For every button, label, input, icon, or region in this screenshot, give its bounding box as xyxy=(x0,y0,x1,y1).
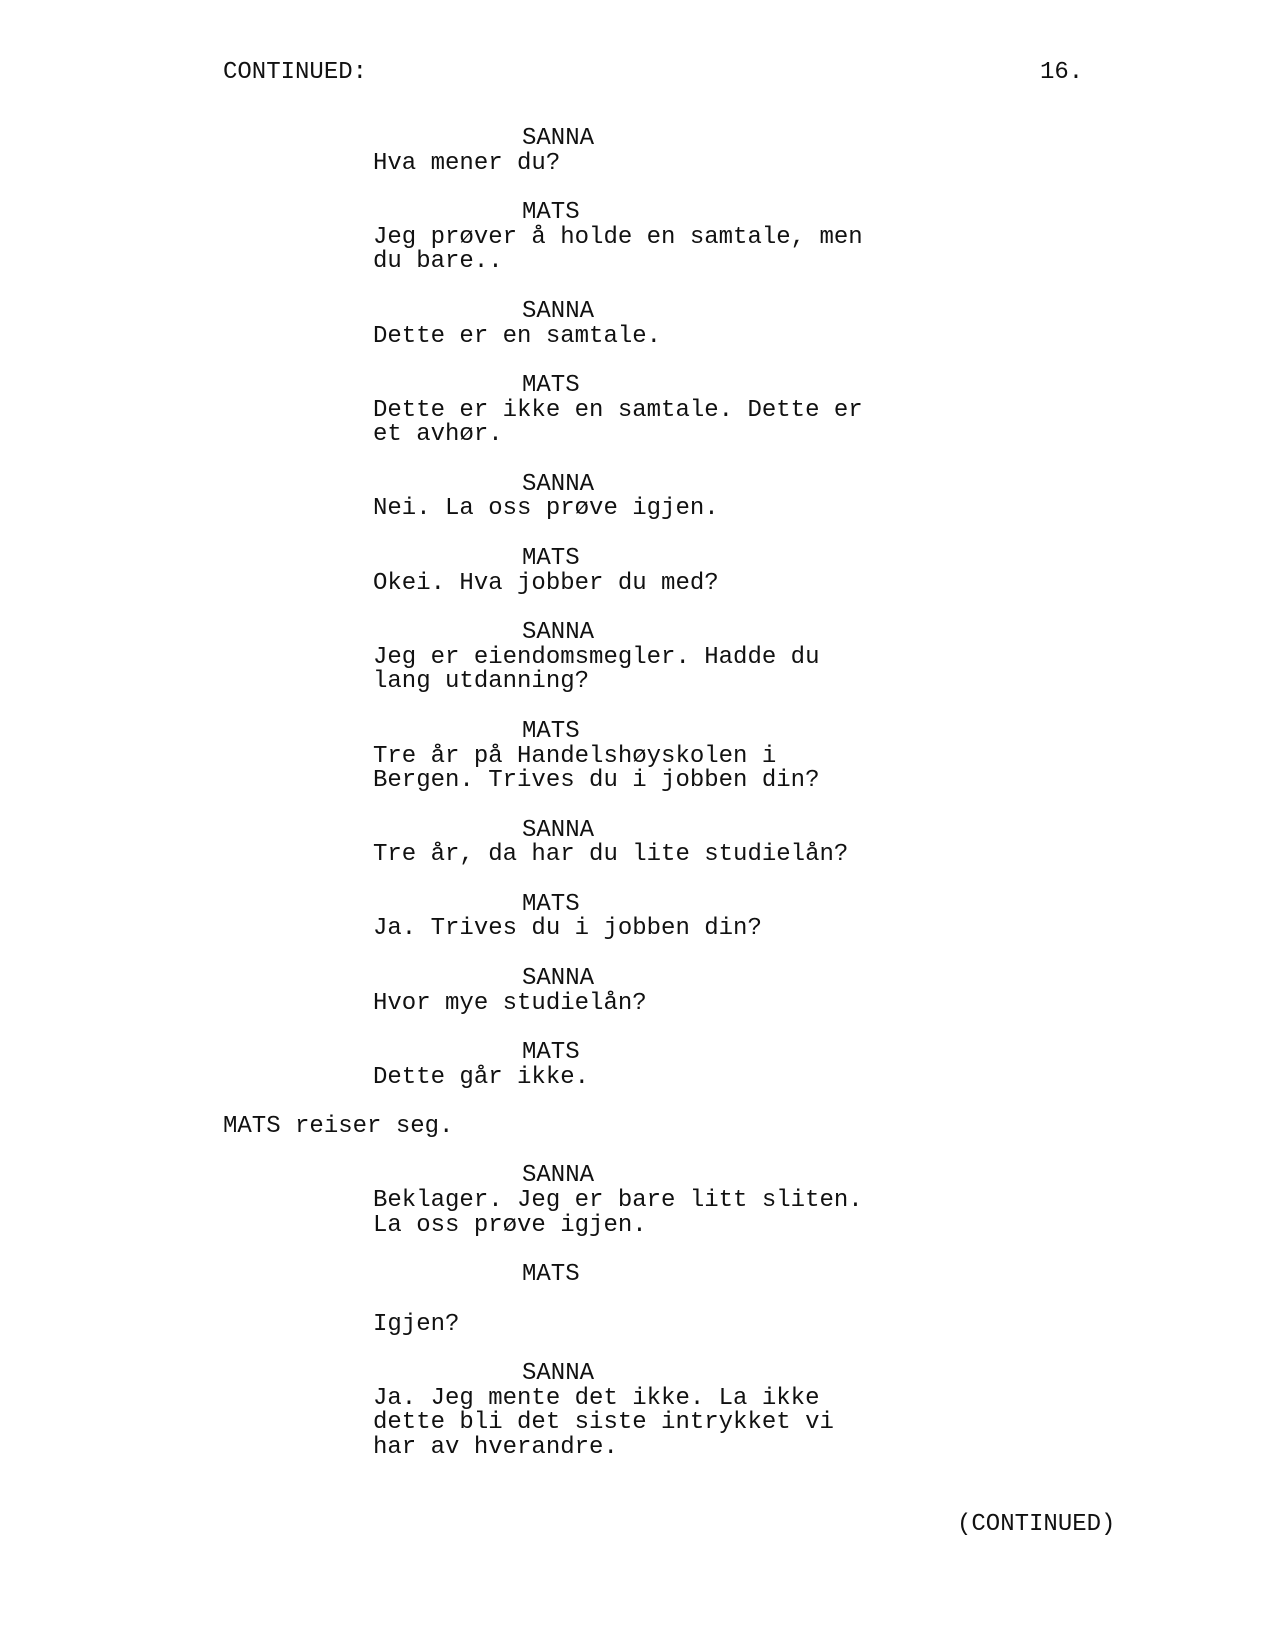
header-continued-label: CONTINUED: xyxy=(223,59,368,86)
dialogue-line: Bergen. Trives du i jobben din? xyxy=(373,767,820,794)
character-cue: MATS xyxy=(522,199,580,226)
dialogue-line: Jeg er eiendomsmegler. Hadde du xyxy=(373,644,820,671)
dialogue-line: har av hverandre. xyxy=(373,1434,618,1461)
dialogue-line: Ja. Trives du i jobben din? xyxy=(373,915,762,942)
dialogue-line: Beklager. Jeg er bare litt sliten. xyxy=(373,1187,863,1214)
dialogue-line: Tre år, da har du lite studielån? xyxy=(373,841,849,868)
dialogue-line: Dette er ikke en samtale. Dette er xyxy=(373,397,863,424)
character-cue: SANNA xyxy=(522,125,595,152)
character-cue: MATS xyxy=(522,545,580,572)
character-cue: MATS xyxy=(522,718,580,745)
character-cue: MATS xyxy=(522,891,580,918)
dialogue-line: Okei. Hva jobber du med? xyxy=(373,570,719,597)
dialogue-line: Ja. Jeg mente det ikke. La ikke xyxy=(373,1385,820,1412)
dialogue-line: Jeg prøver å holde en samtale, men xyxy=(373,224,863,251)
dialogue-line: Tre år på Handelshøyskolen i xyxy=(373,743,777,770)
action-line: MATS reiser seg. xyxy=(223,1113,454,1140)
dialogue-line: Igjen? xyxy=(373,1311,460,1338)
dialogue-line: lang utdanning? xyxy=(373,668,590,695)
dialogue-line: La oss prøve igjen. xyxy=(373,1212,647,1239)
footer-continued-label: (CONTINUED) xyxy=(957,1511,1116,1538)
character-cue: SANNA xyxy=(522,1162,595,1189)
character-cue: SANNA xyxy=(522,619,595,646)
dialogue-line: et avhør. xyxy=(373,421,503,448)
dialogue-line: Hva mener du? xyxy=(373,150,561,177)
dialogue-line: dette bli det siste intrykket vi xyxy=(373,1409,834,1436)
character-cue: SANNA xyxy=(522,1360,595,1387)
dialogue-line: Nei. La oss prøve igjen. xyxy=(373,495,719,522)
character-cue: SANNA xyxy=(522,817,595,844)
character-cue: MATS xyxy=(522,1039,580,1066)
page-number: 16. xyxy=(1040,59,1084,86)
dialogue-line: Dette går ikke. xyxy=(373,1064,590,1091)
dialogue-line: Hvor mye studielån? xyxy=(373,990,647,1017)
dialogue-line: Dette er en samtale. xyxy=(373,323,662,350)
dialogue-line: du bare.. xyxy=(373,248,503,275)
character-cue: SANNA xyxy=(522,298,595,325)
character-cue: SANNA xyxy=(522,965,595,992)
character-cue: MATS xyxy=(522,372,580,399)
character-cue: MATS xyxy=(522,1261,580,1288)
character-cue: SANNA xyxy=(522,471,595,498)
